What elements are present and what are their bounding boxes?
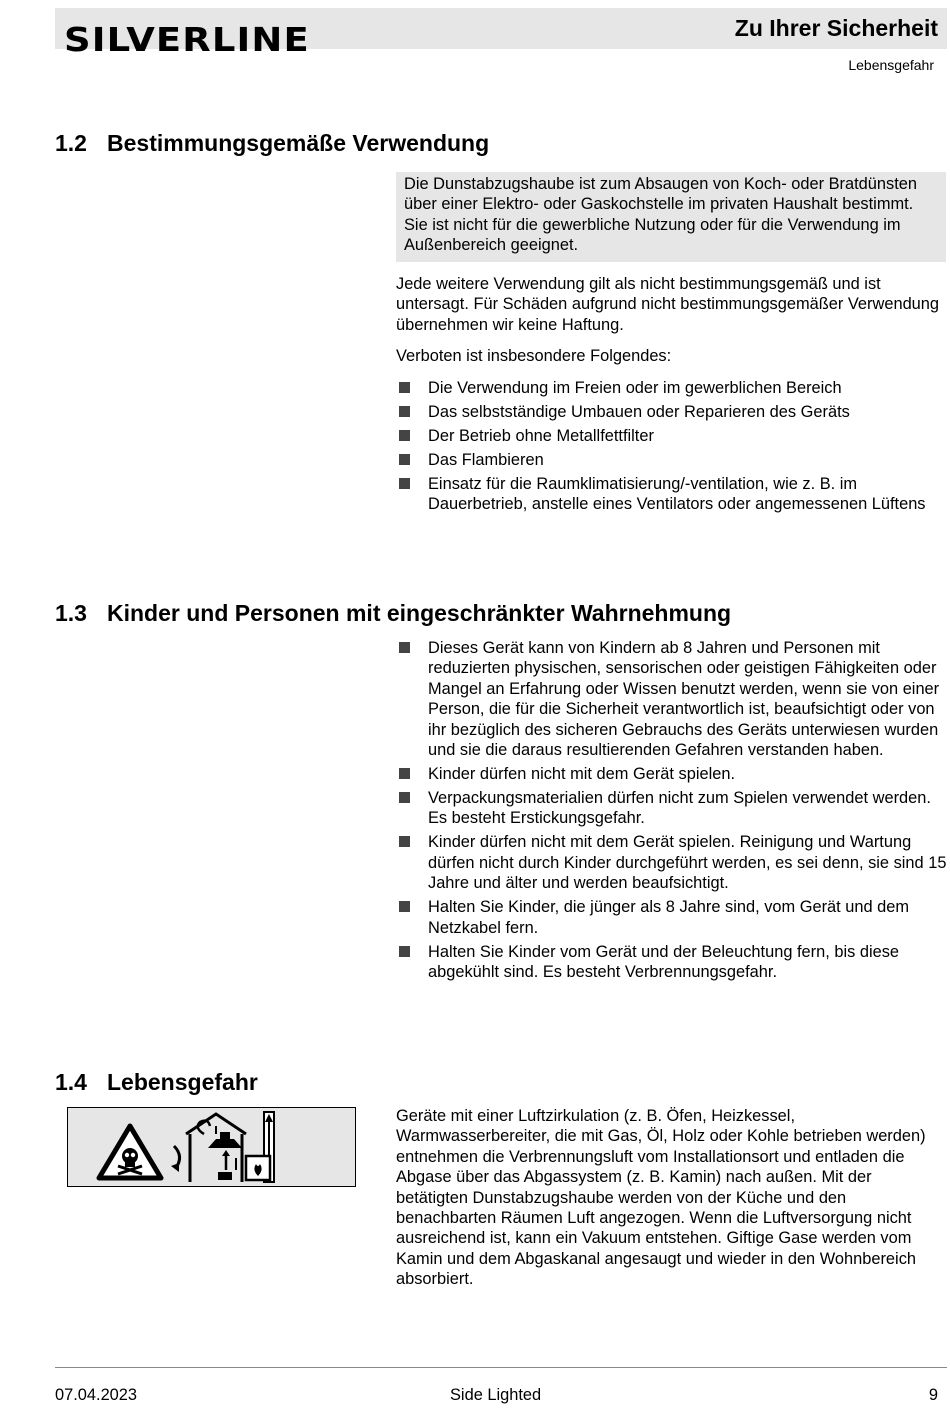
footer-product: Side Lighted	[450, 1386, 542, 1404]
list-item: Einsatz für die Raumklimatisierung/-ventilation, wie z. B. im Dauerbetrieb, anstelle eines Ventilators oder angemessenen Lüftens	[396, 474, 948, 515]
footer-date: 07.04.2023	[55, 1386, 138, 1404]
bullet-square-icon	[399, 406, 410, 417]
bullet-square-icon	[399, 642, 410, 653]
section-heading-1-3	[55, 599, 731, 627]
list-item: Dieses Gerät kann von Kindern ab 8 Jahren und Personen mit reduzierten physischen, sensorischen oder geistigen Fähigkeiten oder Mangel an Erfahrung oder Wissen benutzt werden, wenn sie von einer Person, die für die Sicherheit verantwortlich ist, beaufsichtigt oder von ihr bezüglich des sicheren Gebrauchs des Geräts unterwiesen wurden und sie die daraus resultierenden Gefahren verstanden haben.	[396, 638, 948, 760]
list-item: Halten Sie Kinder vom Gerät und der Beleuchtung fern, bis diese abgekühlt sind. Es besteht Verbrennungsgefahr.	[396, 942, 948, 983]
header-subtitle: Lebensgefahr	[848, 57, 934, 73]
list-item: Die Verwendung im Freien oder im gewerblichen Bereich	[396, 378, 948, 398]
bullet-square-icon	[399, 768, 410, 779]
paragraph-forbidden-intro: Verboten ist insbesondere Folgendes:	[396, 347, 672, 365]
section-title: Lebensgefahr	[107, 1069, 258, 1095]
toxic-gas-warning-illustration	[67, 1107, 356, 1187]
bullet-square-icon	[399, 478, 410, 489]
bullet-square-icon	[399, 836, 410, 847]
section-number: 1.4	[55, 1069, 87, 1095]
section-heading-1-4	[55, 1068, 258, 1096]
section-title: Bestimmungsgemäße Verwendung	[107, 130, 490, 156]
section-number: 1.2	[55, 130, 87, 156]
bullet-square-icon	[399, 946, 410, 957]
brand-logo: SILVERLINE	[64, 20, 310, 59]
bullet-square-icon	[399, 382, 410, 393]
header-title: Zu Ihrer Sicherheit	[734, 15, 938, 41]
bullet-square-icon	[399, 901, 410, 912]
bullet-square-icon	[399, 430, 410, 441]
bullet-square-icon	[399, 454, 410, 465]
list-item: Verpackungsmaterialien dürfen nicht zum Spielen verwendet werden. Es besteht Erstickungsgefahr.	[396, 788, 948, 829]
section-title: Kinder und Personen mit eingeschränkter Wahrnehmung	[107, 600, 732, 626]
bullet-square-icon	[399, 792, 410, 803]
children-list	[396, 638, 948, 986]
paragraph-misuse: Jede weitere Verwendung gilt als nicht bestimmungsgemäß und ist untersagt. Für Schäden aufgrund nicht bestimmungsgemäßer Verwendung übernehmen wir keine Haftung.	[396, 275, 940, 334]
list-item: Halten Sie Kinder, die jünger als 8 Jahre sind, vom Gerät und dem Netzkabel fern.	[396, 897, 948, 938]
paragraph-life-danger: Geräte mit einer Luftzirkulation (z. B. Öfen, Heizkessel, Warmwasserbereiter, die mit Gas, Öl, Holz oder Kohle betrieben werden) entnehmen die Verbrennungsluft vom Installationsort und entladen die Abgase über das Abgassystem (z. B. Kamin) nach außen. Mit der betätigten Dunstabzugshaube werden von der Küche und den benachbarten Räumen Luft angezogen. Wenn die Luftversorgung nicht ausreichend ist, kann ein Vakuum entstehen. Giftige Gase werden vom Kamin und dem Abgaskanal angesaugt und wieder in den Wohnbereich absorbiert.	[396, 1107, 926, 1289]
intended-use-box: Die Dunstabzugshaube ist zum Absaugen von Koch- oder Bratdünsten über einer Elektro- oder Gaskochstelle im privaten Haushalt bestimmt. Sie ist nicht für die gewerbliche Nutzung oder für die Verwendung im Außenbereich geeignet.	[396, 172, 946, 262]
section-number: 1.3	[55, 600, 87, 626]
list-item: Der Betrieb ohne Metallfettfilter	[396, 426, 948, 446]
list-item: Kinder dürfen nicht mit dem Gerät spielen. Reinigung und Wartung dürfen nicht durch Kinder durchgeführt werden, es sei denn, sie sind 15 Jahre und älter und werden beaufsichtigt.	[396, 832, 948, 893]
page-number: 9	[928, 1386, 938, 1404]
footer-divider	[55, 1367, 947, 1368]
forbidden-list	[396, 378, 948, 518]
list-item: Das Flambieren	[396, 450, 948, 470]
toxic-gas-warning-icon	[68, 1108, 355, 1186]
list-item: Kinder dürfen nicht mit dem Gerät spielen.	[396, 764, 948, 784]
section-heading-1-2	[55, 129, 489, 157]
list-item: Das selbstständige Umbauen oder Reparieren des Geräts	[396, 402, 948, 422]
